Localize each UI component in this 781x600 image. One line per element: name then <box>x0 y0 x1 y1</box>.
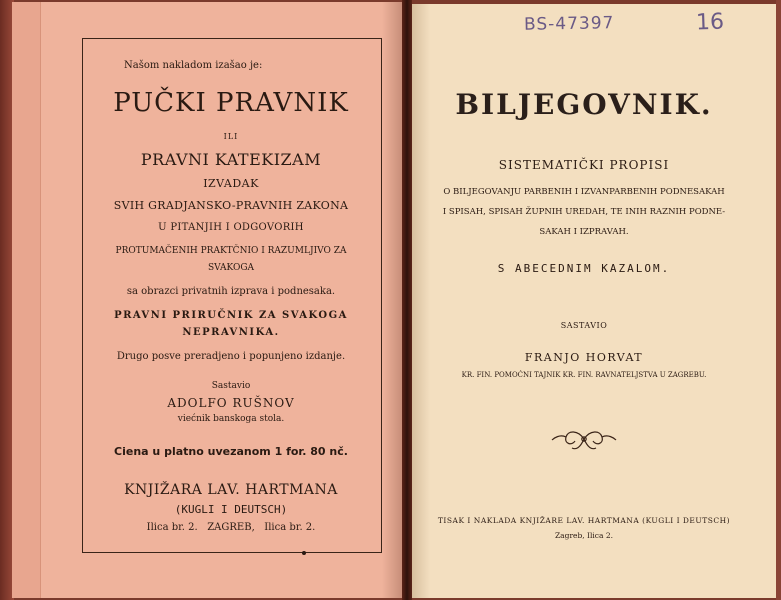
advert-title: PUČKI PRAVNIK <box>113 88 349 118</box>
title-page-author-role: KR. FIN. POMOĆNI TAJNIK KR. FIN. RAVNATELJSTVA U ZAGREBU. <box>461 371 707 379</box>
title-page-title: BILJEGOVNIK. <box>455 88 713 121</box>
advert-sastavio: Sastavio <box>211 381 251 391</box>
title-page-imprint: TISAK I NAKLADA KNJIŽARE LAV. HARTMANA (KUGLI I DEUTSCH) <box>437 516 731 525</box>
advert-author: ADOLFO RUŠNOV <box>167 396 295 410</box>
advert-izdanje: Drugo posve preradjeno i popunjeno izdanje. <box>116 351 346 362</box>
advert-publisher: KNJIŽARA LAV. HARTMANA <box>124 482 338 498</box>
book-right-edge <box>776 0 781 600</box>
advert-address: Ilica br. 2. ZAGREB, Ilica br. 2. <box>146 522 316 533</box>
print-speck <box>302 551 306 555</box>
advert-prirucnik-line-1: PRAVNI PRIRUČNIK ZA SVAKOGA <box>114 310 348 321</box>
title-page-city: Zagreb, Ilica 2. <box>554 531 614 540</box>
advert-intro: Našom nakladom izašao je: <box>124 60 263 71</box>
title-page-sastavio: SASTAVIO <box>560 321 608 330</box>
advert-ili: ILI <box>223 132 239 141</box>
title-page-desc-line-3: SAKAH I IZPRAVAH. <box>539 227 629 237</box>
advert-author-role: viećnik banskoga stola. <box>177 414 285 424</box>
title-page-desc-line-2: I SPISAH, SPISAH ŽUPNIH UREDAH, TE INIH RAZNIH PODNE- <box>442 207 726 217</box>
book-gutter <box>402 0 412 600</box>
title-page-kazalo: S ABECEDNIM KAZALOM. <box>497 262 671 275</box>
advert-line-svih: SVIH GRADJANSKO-PRAVNIH ZAKONA <box>113 199 349 212</box>
printers-ornament-icon <box>548 424 620 454</box>
advert-izvadak: IZVADAK <box>203 177 259 190</box>
left-page-margin-strip <box>12 2 41 598</box>
advert-subtitle: PRAVNI KATEKIZAM <box>140 150 322 169</box>
advert-line-obrazci: sa obrazci privatnih izprava i podnesaka. <box>126 286 336 297</box>
handwritten-shelfmark: BS-47397 <box>523 13 615 35</box>
advert-line-svakoga: SVAKOGA <box>207 263 255 273</box>
title-page-author: FRANJO HORVAT <box>524 351 644 364</box>
title-page-subtitle: SISTEMATIČKI PROPISI <box>498 158 670 172</box>
title-page-desc-line-1: O BILJEGOVANJU PARBENIH I IZVANPARBENIH PODNESAKAH <box>443 187 725 197</box>
advert-line-pitanjih: U PITANJIH I ODGOVORIH <box>158 222 304 233</box>
advert-prirucnik-line-2: NEPRAVNIKA. <box>182 327 280 338</box>
advert-publisher-sub: (KUGLI I DEUTSCH) <box>174 503 288 516</box>
advert-line-protumacenih: PROTUMAČENIH PRAKTČNIO I RAZUMLJIVO ZA <box>115 246 347 256</box>
handwritten-number: 16 <box>695 9 725 36</box>
advert-price: Ciena u platno uvezanom 1 for. 80 nč. <box>114 445 348 458</box>
